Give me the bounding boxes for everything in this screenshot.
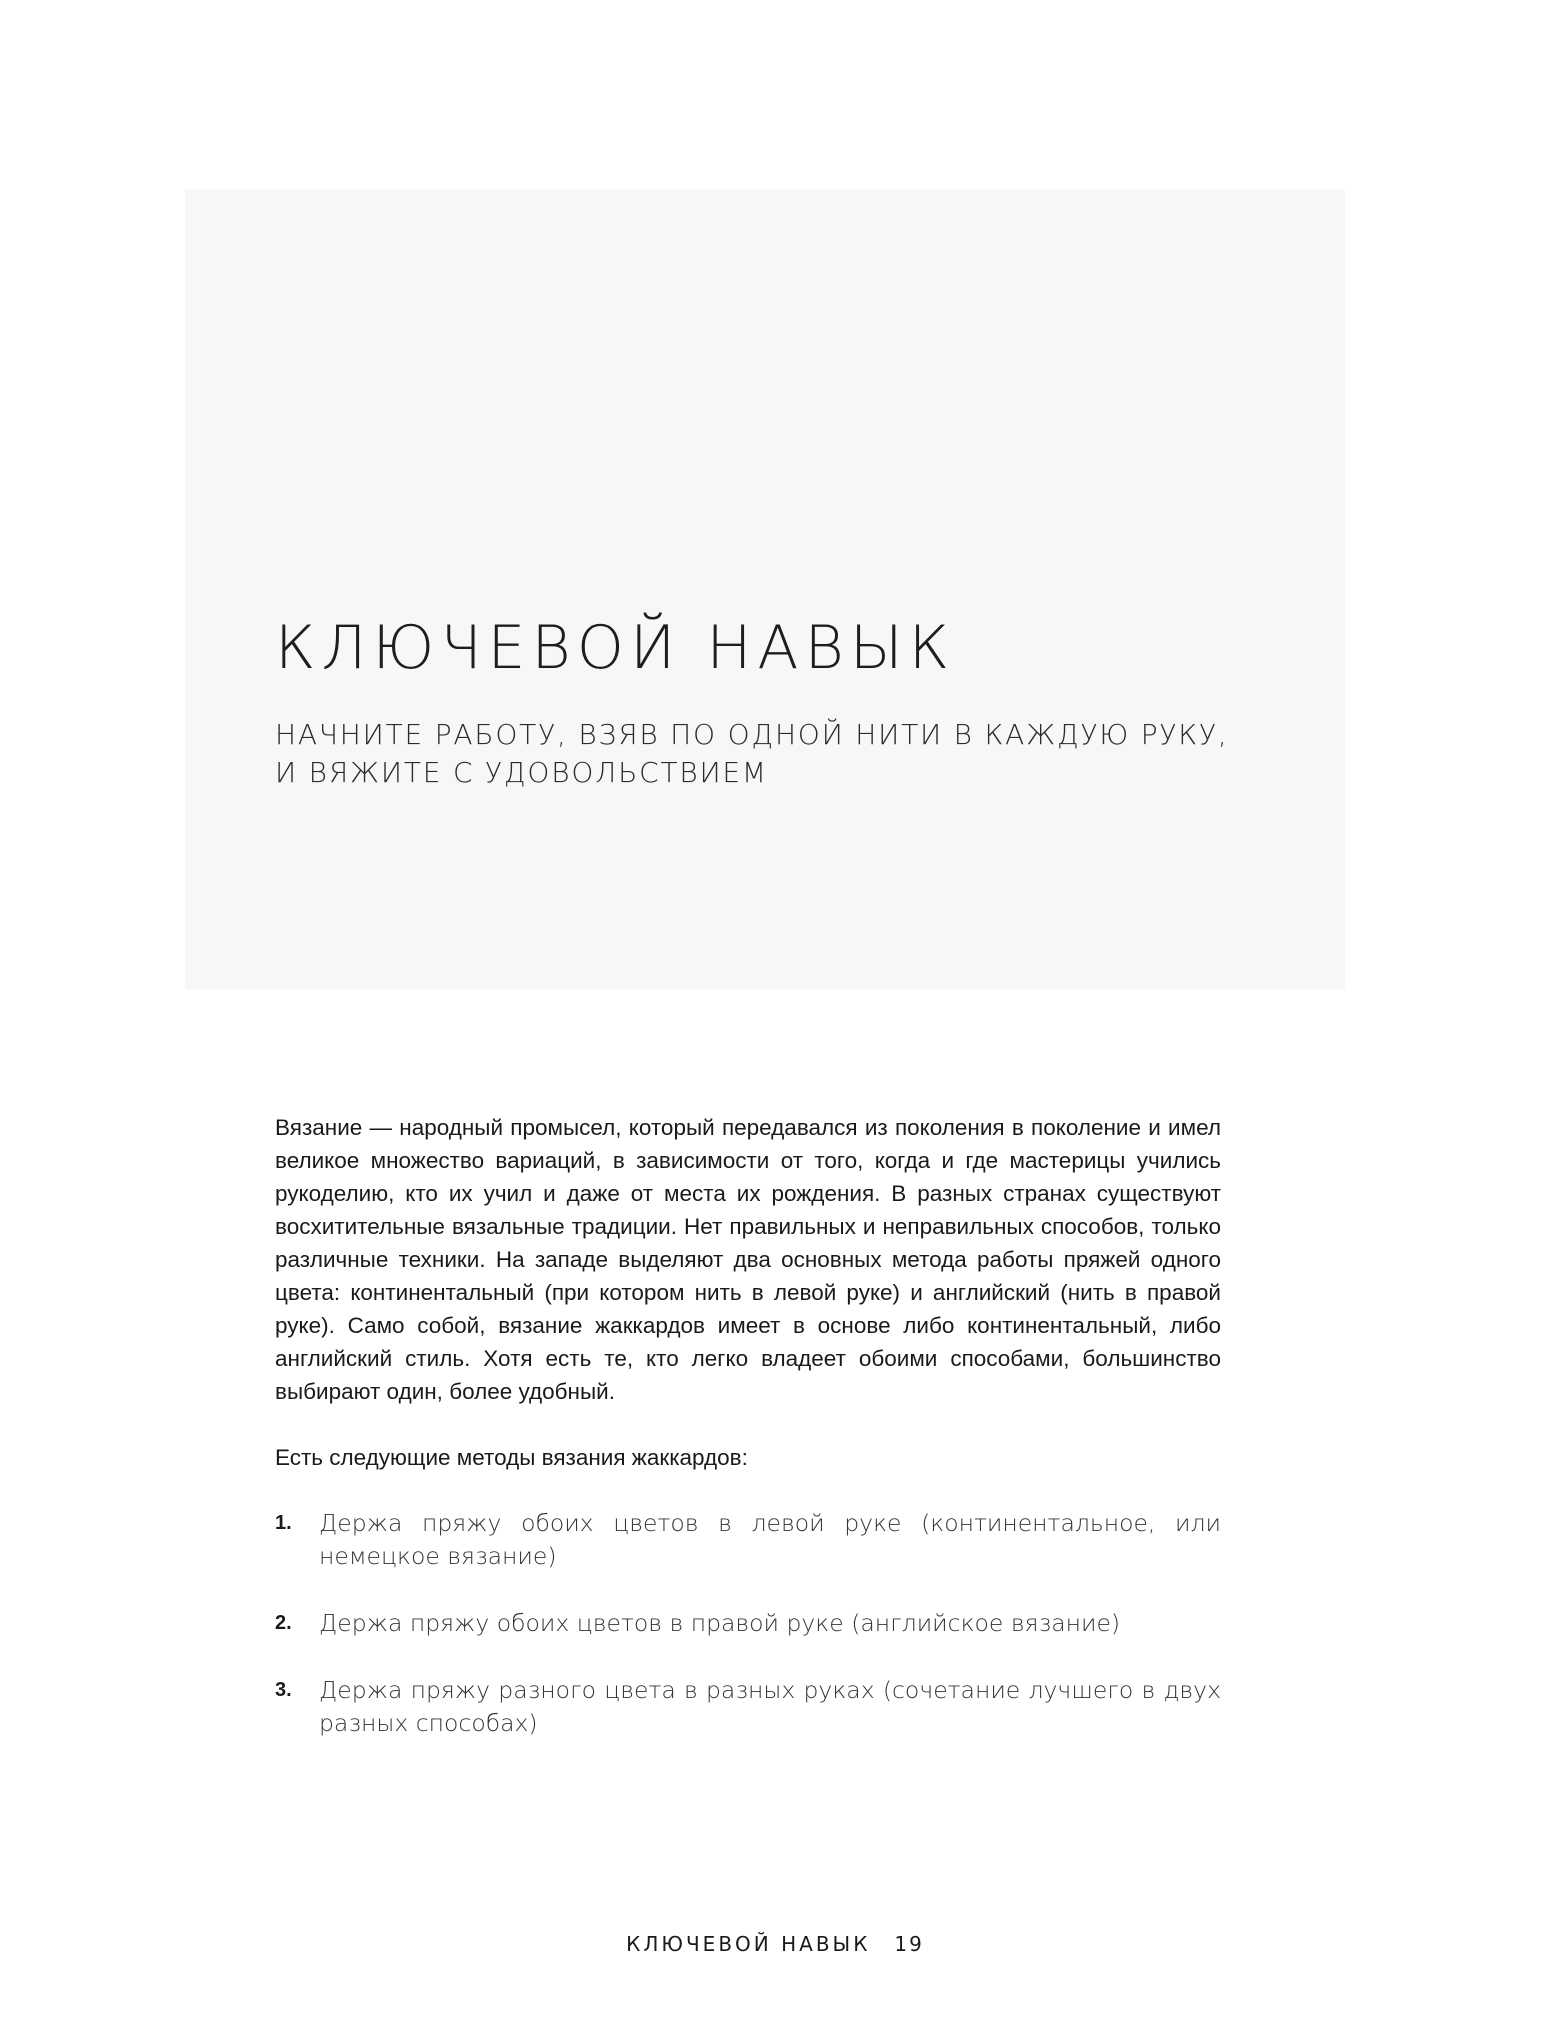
methods-list [275,1507,1221,1740]
chapter-subtitle-line-1: НАЧНИТЕ РАБОТУ, ВЗЯВ ПО ОДНОЙ НИТИ В КАЖДУЮ РУКУ, [275,718,1229,751]
intro-paragraph: Вязание — народный промысел, который передавался из поколения в поколение и имел великое множество вариаций, в зависимости от того, когда и где мастерицы учились рукоделию, кто их учил и даже от места их рождения. В разных странах существуют восхитительные вязальные традиции. Нет правильных и неправильных способов, только различные техники. На западе выделяют два основных метода работы пряжей одного цвета: континентальный (при котором нить в левой руке) и английский (нить в правой руке). Само собой, вязание жаккардов имеет в основе либо континентальный, либо английский стиль. Хотя есть те, кто легко владеет обоими способами, большинство выбирают один, более удобный. [275,1115,1221,1404]
method-text: Держа пряжу обоих цветов в левой руке (континентальное, или немецкое вязание) [319,1509,1221,1570]
method-item-2 [275,1607,1221,1640]
page-footer [0,1930,1550,1958]
method-number: 1. [275,1512,292,1534]
chapter-subtitle [275,716,1275,792]
chapter-subtitle-line-2: И ВЯЖИТЕ С УДОВОЛЬСТВИЕМ [275,756,768,789]
method-text: Держа пряжу разного цвета в разных руках (сочетание лучшего в двух разных способах) [319,1676,1221,1737]
method-item-1 [275,1507,1221,1573]
running-footer-title: КЛЮЧЕВОЙ НАВЫК [626,1932,871,1956]
method-item-3 [275,1674,1221,1740]
chapter-title: КЛЮЧЕВОЙ НАВЫК [275,613,956,683]
method-number: 2. [275,1612,292,1634]
method-number: 3. [275,1679,292,1701]
method-text: Держа пряжу обоих цветов в правой руке (английское вязание) [319,1609,1121,1637]
methods-intro: Есть следующие методы вязания жаккардов: [275,1445,748,1470]
chapter-header-panel [185,189,1345,989]
page-number: 19 [894,1932,924,1956]
